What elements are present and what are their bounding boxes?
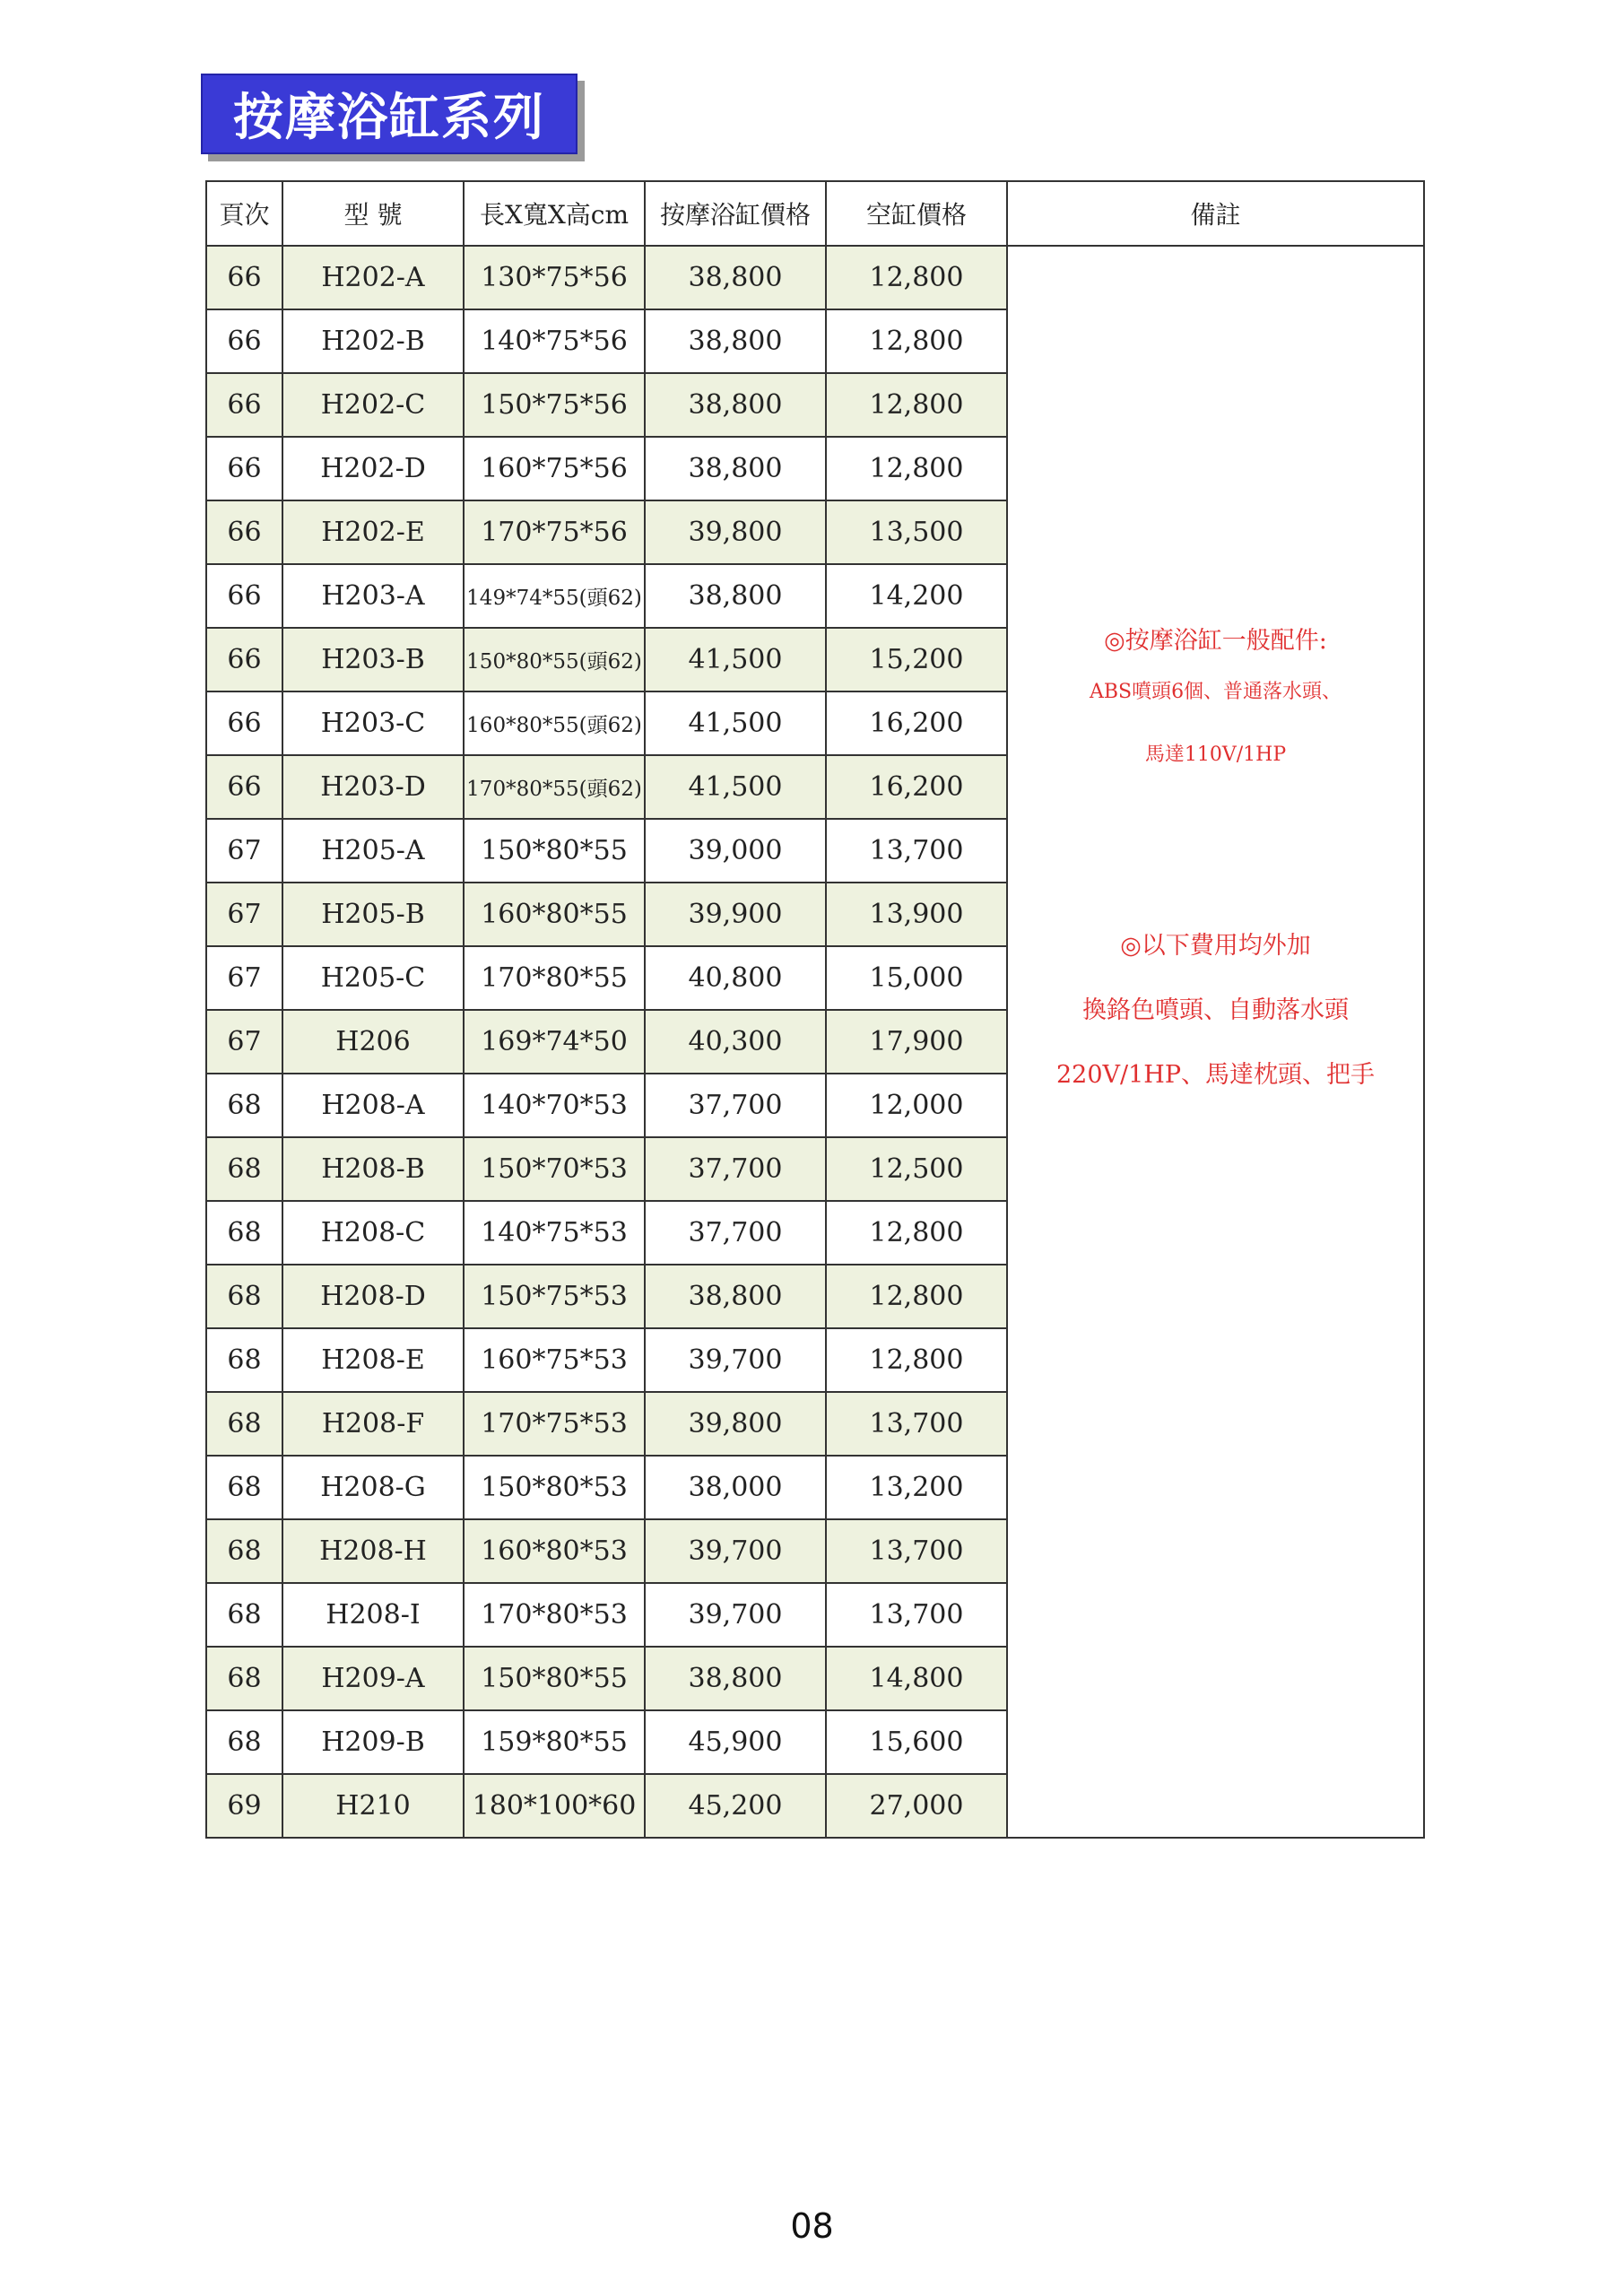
row-empty-price: 12,800: [826, 1201, 1007, 1265]
row-empty-price: 13,700: [826, 1583, 1007, 1647]
row-empty-price: 13,900: [826, 883, 1007, 946]
row-massage-price: 40,300: [645, 1010, 826, 1074]
row-massage-price: 39,800: [645, 500, 826, 564]
row-massage-price: 41,500: [645, 691, 826, 755]
row-model: H208-H: [282, 1519, 464, 1583]
notes-standard-line1: ABS噴頭6個、普通落水頭、: [1089, 681, 1342, 703]
row-empty-price: 14,200: [826, 564, 1007, 628]
row-dimensions: 169*74*50: [464, 1010, 645, 1074]
row-page: 66: [206, 691, 282, 755]
row-massage-price: 41,500: [645, 628, 826, 691]
row-page: 66: [206, 437, 282, 500]
row-model: H205-B: [282, 883, 464, 946]
row-page: 68: [206, 1583, 282, 1647]
header-empty-price: 空缸價格: [826, 181, 1007, 246]
row-page: 66: [206, 755, 282, 819]
row-empty-price: 12,000: [826, 1074, 1007, 1137]
row-dimensions: 150*80*55(頭62): [464, 628, 645, 691]
row-massage-price: 37,700: [645, 1137, 826, 1201]
row-model: H202-A: [282, 246, 464, 309]
row-massage-price: 38,000: [645, 1456, 826, 1519]
row-dimensions: 160*80*55: [464, 883, 645, 946]
row-empty-price: 12,800: [826, 373, 1007, 437]
row-model: H208-D: [282, 1265, 464, 1328]
row-page: 67: [206, 819, 282, 883]
row-model: H208-C: [282, 1201, 464, 1265]
row-model: H208-F: [282, 1392, 464, 1456]
row-page: 66: [206, 246, 282, 309]
row-model: H208-B: [282, 1137, 464, 1201]
row-dimensions: 170*80*53: [464, 1583, 645, 1647]
notes-extra-title: ◎以下費用均外加: [1120, 932, 1311, 960]
row-model: H209-A: [282, 1647, 464, 1710]
row-page: 66: [206, 564, 282, 628]
row-page: 66: [206, 500, 282, 564]
page-title: 按摩浴缸系列: [233, 89, 545, 147]
row-empty-price: 12,800: [826, 246, 1007, 309]
row-empty-price: 13,500: [826, 500, 1007, 564]
row-model: H203-A: [282, 564, 464, 628]
row-model: H203-C: [282, 691, 464, 755]
header-massage-price: 按摩浴缸價格: [645, 181, 826, 246]
row-dimensions: 150*80*55: [464, 1647, 645, 1710]
row-page: 68: [206, 1201, 282, 1265]
row-dimensions: 150*80*55: [464, 819, 645, 883]
row-page: 68: [206, 1647, 282, 1710]
row-page: 66: [206, 373, 282, 437]
row-empty-price: 12,800: [826, 1265, 1007, 1328]
row-page: 68: [206, 1074, 282, 1137]
row-empty-price: 13,700: [826, 819, 1007, 883]
row-dimensions: 160*80*55(頭62): [464, 691, 645, 755]
row-dimensions: 159*80*55: [464, 1710, 645, 1774]
notes-extra-line1: 換鉻色噴頭、自動落水頭: [1082, 996, 1349, 1024]
row-dimensions: 170*80*55(頭62): [464, 755, 645, 819]
row-page: 68: [206, 1710, 282, 1774]
row-dimensions: 160*75*53: [464, 1328, 645, 1392]
row-dimensions: 140*75*56: [464, 309, 645, 373]
notes-standard-title: ◎按摩浴缸一般配件:: [1104, 627, 1327, 655]
row-massage-price: 38,800: [645, 564, 826, 628]
row-page: 68: [206, 1328, 282, 1392]
row-model: H208-I: [282, 1583, 464, 1647]
row-massage-price: 39,800: [645, 1392, 826, 1456]
row-page: 67: [206, 946, 282, 1010]
row-empty-price: 16,200: [826, 691, 1007, 755]
row-model: H208-G: [282, 1456, 464, 1519]
header-model: 型 號: [282, 181, 464, 246]
row-massage-price: 38,800: [645, 373, 826, 437]
row-massage-price: 37,700: [645, 1201, 826, 1265]
row-empty-price: 14,800: [826, 1647, 1007, 1710]
row-dimensions: 150*80*53: [464, 1456, 645, 1519]
page-number: 08: [790, 2206, 834, 2246]
row-empty-price: 12,800: [826, 1328, 1007, 1392]
row-model: H208-E: [282, 1328, 464, 1392]
row-massage-price: 38,800: [645, 1265, 826, 1328]
row-page: 69: [206, 1774, 282, 1838]
row-massage-price: 40,800: [645, 946, 826, 1010]
row-model: H202-C: [282, 373, 464, 437]
row-model: H210: [282, 1774, 464, 1838]
row-model: H202-E: [282, 500, 464, 564]
row-empty-price: 15,000: [826, 946, 1007, 1010]
row-page: 66: [206, 309, 282, 373]
row-massage-price: 39,700: [645, 1519, 826, 1583]
row-model: H209-B: [282, 1710, 464, 1774]
notes-cell: [1007, 246, 1424, 1838]
row-model: H206: [282, 1010, 464, 1074]
row-page: 67: [206, 1010, 282, 1074]
row-empty-price: 12,800: [826, 437, 1007, 500]
row-empty-price: 16,200: [826, 755, 1007, 819]
header-row: [206, 181, 1424, 246]
row-dimensions: 140*70*53: [464, 1074, 645, 1137]
notes-extra-line2: 220V/1HP、馬達枕頭、把手: [1055, 1061, 1376, 1089]
header-notes: 備註: [1007, 181, 1424, 246]
row-page: 68: [206, 1265, 282, 1328]
row-massage-price: 39,700: [645, 1583, 826, 1647]
row-massage-price: 37,700: [645, 1074, 826, 1137]
row-empty-price: 13,200: [826, 1456, 1007, 1519]
notes-standard-line2: 馬達110V/1HP: [1144, 744, 1287, 766]
row-model: H202-D: [282, 437, 464, 500]
row-dimensions: 170*75*56: [464, 500, 645, 564]
row-massage-price: 41,500: [645, 755, 826, 819]
row-massage-price: 39,700: [645, 1328, 826, 1392]
row-massage-price: 45,200: [645, 1774, 826, 1838]
page-title-box: [201, 74, 578, 154]
row-dimensions: 130*75*56: [464, 246, 645, 309]
row-massage-price: 38,800: [645, 1647, 826, 1710]
row-massage-price: 39,000: [645, 819, 826, 883]
row-empty-price: 27,000: [826, 1774, 1007, 1838]
row-dimensions: 160*80*53: [464, 1519, 645, 1583]
row-model: H205-A: [282, 819, 464, 883]
row-page: 68: [206, 1519, 282, 1583]
row-page: 66: [206, 628, 282, 691]
row-page: 68: [206, 1392, 282, 1456]
row-page: 67: [206, 883, 282, 946]
table-row: [206, 246, 1424, 309]
row-dimensions: 150*75*53: [464, 1265, 645, 1328]
row-model: H208-A: [282, 1074, 464, 1137]
row-empty-price: 15,200: [826, 628, 1007, 691]
row-empty-price: 12,500: [826, 1137, 1007, 1201]
row-model: H205-C: [282, 946, 464, 1010]
row-dimensions: 160*75*56: [464, 437, 645, 500]
row-dimensions: 180*100*60: [464, 1774, 645, 1838]
row-model: H203-B: [282, 628, 464, 691]
row-massage-price: 38,800: [645, 246, 826, 309]
row-page: 68: [206, 1456, 282, 1519]
header-dimensions: 長X寬X高cm: [464, 181, 645, 246]
row-empty-price: 15,600: [826, 1710, 1007, 1774]
row-model: H202-B: [282, 309, 464, 373]
row-empty-price: 13,700: [826, 1392, 1007, 1456]
row-empty-price: 13,700: [826, 1519, 1007, 1583]
row-empty-price: 12,800: [826, 309, 1007, 373]
row-page: 68: [206, 1137, 282, 1201]
row-model: H203-D: [282, 755, 464, 819]
header-page: 頁次: [206, 181, 282, 246]
price-table: [205, 180, 1425, 1839]
row-massage-price: 38,800: [645, 437, 826, 500]
row-empty-price: 17,900: [826, 1010, 1007, 1074]
row-dimensions: 150*70*53: [464, 1137, 645, 1201]
row-dimensions: 150*75*56: [464, 373, 645, 437]
row-dimensions: 140*75*53: [464, 1201, 645, 1265]
row-massage-price: 38,800: [645, 309, 826, 373]
row-dimensions: 170*75*53: [464, 1392, 645, 1456]
row-dimensions: 149*74*55(頭62): [464, 564, 645, 628]
row-massage-price: 39,900: [645, 883, 826, 946]
row-dimensions: 170*80*55: [464, 946, 645, 1010]
row-massage-price: 45,900: [645, 1710, 826, 1774]
